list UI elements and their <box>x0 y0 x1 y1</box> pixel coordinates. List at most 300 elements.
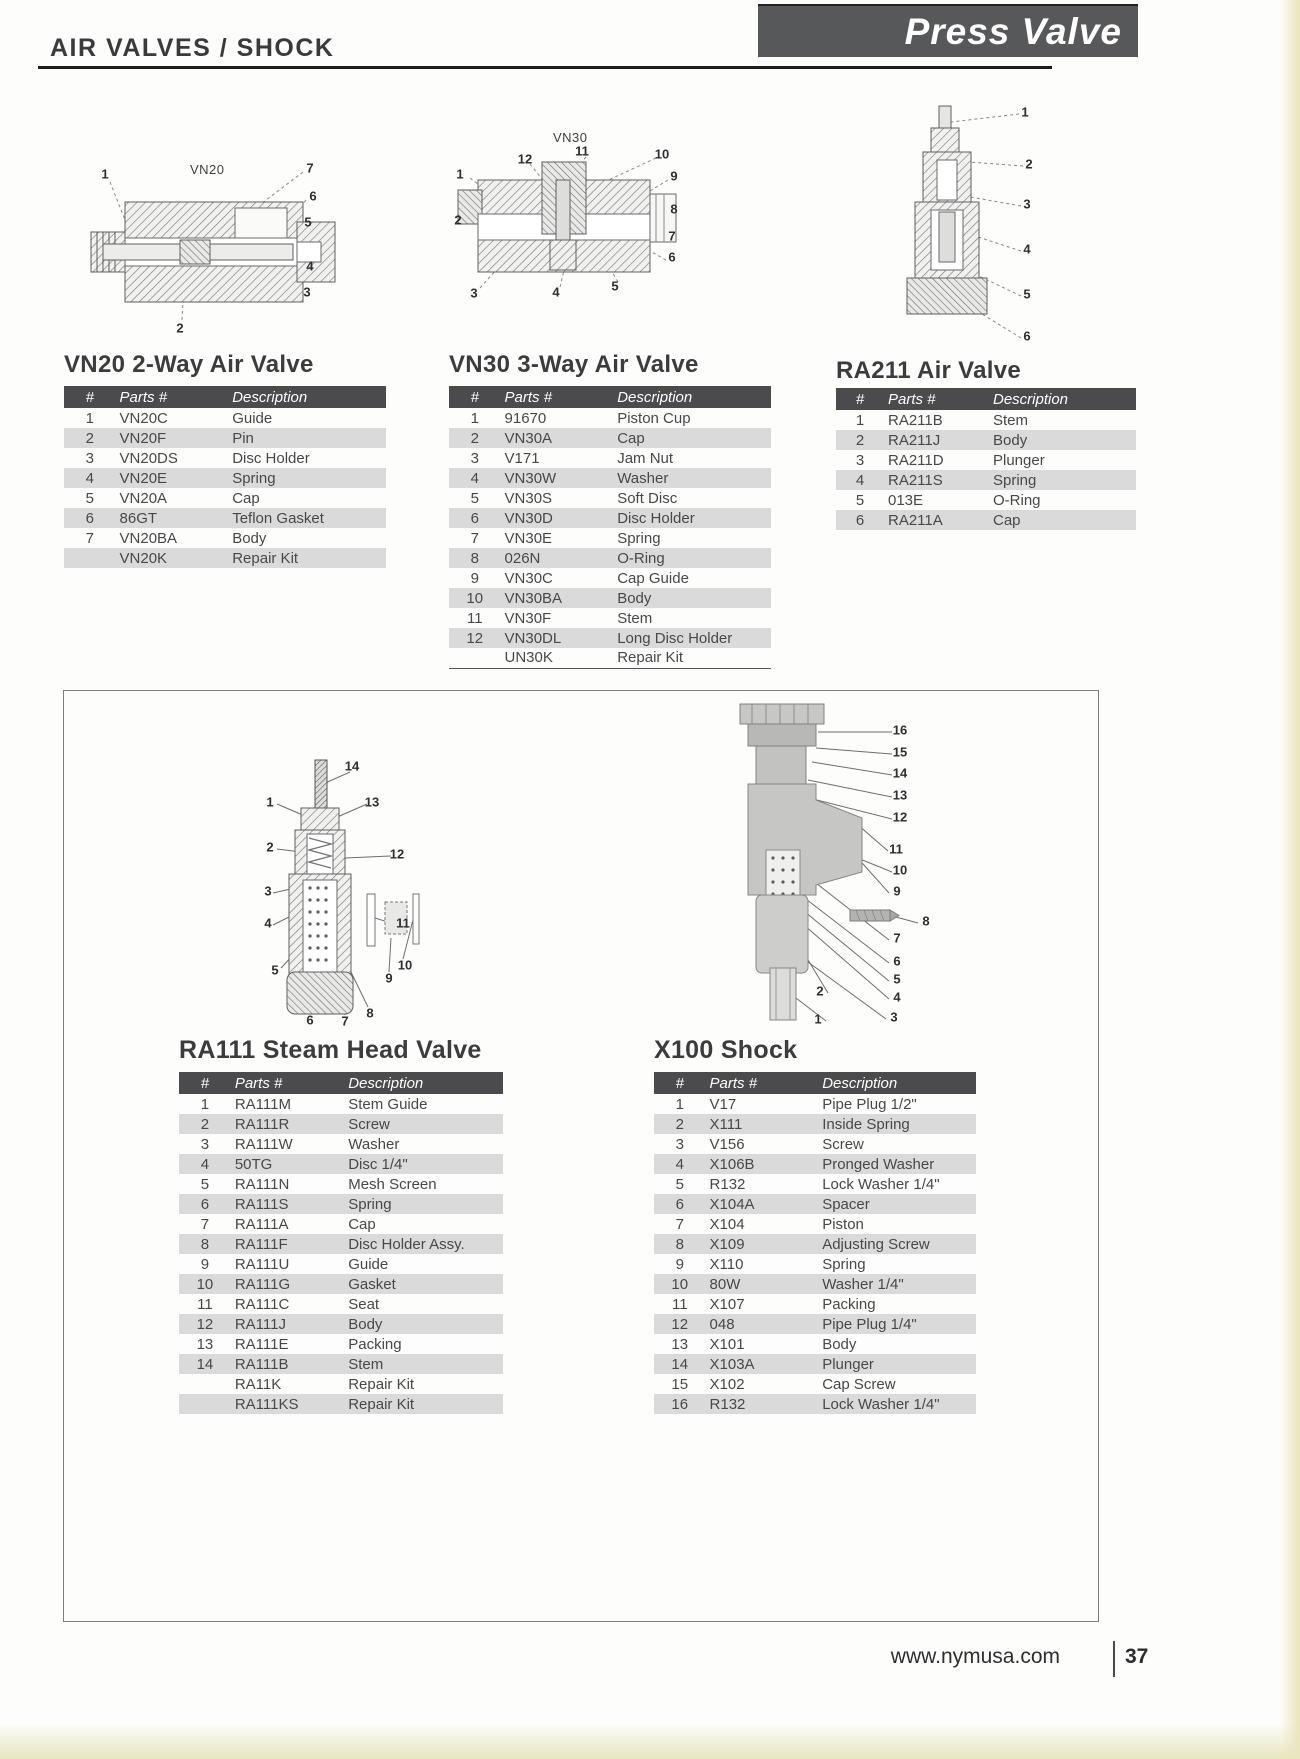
part-index-cell: 3 <box>200 1135 210 1153</box>
part-number-cell: RA111F <box>231 1234 344 1254</box>
part-number-cell: VN20BA <box>119 529 178 547</box>
table-row <box>64 428 386 448</box>
part-description-cell: Repair Kit <box>348 1375 415 1393</box>
part-number-cell: VN20DS <box>119 449 178 467</box>
part-index-cell: 3 <box>470 449 479 467</box>
part-description-cell: Repair Kit <box>344 1394 503 1414</box>
callout-number: 5 <box>1023 286 1031 302</box>
part-description-cell: Stem Guide <box>348 1095 428 1113</box>
part-index-cell: 7 <box>200 1215 210 1233</box>
part-index-cell <box>179 1374 231 1394</box>
scan-edge-bottom <box>0 1723 1300 1759</box>
vn20-drawing <box>85 152 345 347</box>
callout-number: 4 <box>893 989 901 1005</box>
part-description-cell: Disc Holder Assy. <box>344 1234 503 1254</box>
part-index-cell: 5 <box>470 489 479 507</box>
part-number-cell: VN20K <box>116 548 229 568</box>
part-number-cell: RA111W <box>234 1135 293 1153</box>
header-rule <box>38 66 1052 69</box>
part-number-cell: X103A <box>706 1354 819 1374</box>
callout-number: 9 <box>893 883 901 899</box>
part-number-cell: VN20C <box>119 409 168 427</box>
callout-number: 3 <box>264 883 272 899</box>
part-index-cell: 13 <box>671 1335 689 1353</box>
part-number-cell: RA111N <box>234 1175 290 1193</box>
part-number-cell: 013E <box>888 491 924 509</box>
ra111-drawing <box>255 752 430 1047</box>
table-row <box>179 1194 503 1214</box>
table-row <box>449 588 771 608</box>
table-row <box>654 1174 976 1194</box>
callout-number: 12 <box>892 809 908 825</box>
column-header: Description <box>344 1072 503 1094</box>
table-row <box>836 410 1136 430</box>
part-number-cell: RA11K <box>234 1375 282 1393</box>
table-row <box>449 648 771 668</box>
column-header: Description <box>818 1072 976 1094</box>
x100-diagram <box>700 700 945 1038</box>
part-index-cell: 1 <box>675 1095 684 1113</box>
callout-number: 16 <box>892 722 908 738</box>
part-number-cell: VN30E <box>504 529 553 547</box>
parts-table-vn30 <box>449 386 771 669</box>
callout-number: 12 <box>389 846 405 862</box>
callout-number: 10 <box>397 957 413 973</box>
part-index-cell: 1 <box>855 411 865 429</box>
vn20-parts-table <box>64 386 386 568</box>
part-description-cell: Spring <box>344 1194 503 1214</box>
part-description-cell: O-Ring <box>613 548 771 568</box>
part-number-cell: 50TG <box>231 1154 344 1174</box>
part-number-cell: VN30F <box>504 609 552 627</box>
table-header-row <box>64 386 386 408</box>
table-row <box>64 488 386 508</box>
column-header: # <box>836 388 884 410</box>
part-description-cell: Spring <box>617 529 661 547</box>
part-description-cell: Plunger <box>818 1354 976 1374</box>
table-row <box>654 1094 976 1114</box>
part-index-cell: 15 <box>671 1375 689 1393</box>
column-header: Parts # <box>501 386 614 408</box>
part-index-cell: 9 <box>200 1255 210 1273</box>
page-number: 37 <box>1125 1645 1149 1668</box>
table-row <box>836 490 1136 510</box>
part-index-cell: 5 <box>675 1175 684 1193</box>
part-number-cell: RA111U <box>234 1255 290 1273</box>
part-index-cell: 2 <box>836 430 884 450</box>
part-number-cell: RA211A <box>884 510 989 530</box>
callout-number: 1 <box>456 166 464 182</box>
callout-number: 1 <box>1021 104 1029 120</box>
table-row <box>179 1174 503 1194</box>
part-index-cell <box>64 548 116 568</box>
callout-number: 3 <box>1023 196 1031 212</box>
callout-number: 10 <box>892 862 908 878</box>
part-index-cell: 2 <box>179 1114 231 1134</box>
table-row <box>654 1214 976 1234</box>
part-index-cell: 1 <box>200 1095 210 1113</box>
part-description-cell: Body <box>613 588 771 608</box>
vn30-table-title: VN30 3-Way Air Valve <box>449 351 699 378</box>
part-description-cell: Pin <box>228 428 386 448</box>
banner-label: Press Valve <box>904 10 1122 52</box>
column-header: # <box>654 1072 706 1094</box>
vn30-diagram-label: VN30 <box>553 130 588 145</box>
table-row <box>179 1234 503 1254</box>
part-description-cell: Spring <box>989 470 1136 490</box>
part-number-cell: RA111S <box>231 1194 344 1214</box>
column-header: Parts # <box>706 1072 819 1094</box>
part-description-cell: Cap Guide <box>617 569 689 587</box>
callout-number: 12 <box>517 151 533 167</box>
part-number-cell: X104 <box>709 1215 745 1233</box>
part-description-cell: Spring <box>228 468 386 488</box>
x100-parts-table <box>654 1072 976 1414</box>
part-index-cell: 11 <box>671 1295 688 1313</box>
part-index-cell: 3 <box>85 449 94 467</box>
callout-number: 6 <box>1023 328 1031 344</box>
callout-number: 7 <box>893 930 901 946</box>
callout-number: 15 <box>892 744 908 760</box>
ra211-drawing <box>895 100 1045 358</box>
part-index-cell: 8 <box>179 1234 231 1254</box>
part-description-cell: Screw <box>822 1135 864 1153</box>
vn30-parts-table <box>449 386 771 669</box>
callout-number: 2 <box>454 212 462 228</box>
callout-number: 5 <box>271 962 279 978</box>
part-number-cell: RA111M <box>234 1095 291 1113</box>
part-description-cell: Cap <box>989 510 1136 530</box>
parts-table-x100 <box>654 1072 976 1414</box>
callout-number: 1 <box>101 166 109 182</box>
part-description-cell: Cap <box>613 428 771 448</box>
part-index-cell: 7 <box>675 1215 684 1233</box>
part-number-cell: VN30C <box>504 569 553 587</box>
callout-number: 13 <box>892 787 908 803</box>
part-index-cell: 1 <box>85 409 94 427</box>
part-number-cell: 91670 <box>504 409 547 427</box>
part-number-cell: X109 <box>706 1234 819 1254</box>
part-description-cell: Repair Kit <box>613 648 771 668</box>
part-description-cell: Lock Washer 1/4" <box>822 1175 940 1193</box>
vn20-diagram <box>85 152 345 347</box>
part-index-cell: 14 <box>179 1354 231 1374</box>
table-row <box>179 1114 503 1134</box>
callout-number: 6 <box>668 249 676 265</box>
column-header: # <box>64 386 116 408</box>
part-number-cell: RA211D <box>888 451 944 469</box>
table-row <box>654 1294 976 1314</box>
part-number-cell: V171 <box>504 449 540 467</box>
table-row <box>836 450 1136 470</box>
callout-number: 6 <box>306 1012 314 1028</box>
part-number-cell: V17 <box>709 1095 737 1113</box>
part-description-cell: Teflon Gasket <box>228 508 386 528</box>
ra111-parts-table <box>179 1072 503 1414</box>
column-header: # <box>449 386 501 408</box>
part-description-cell: O-Ring <box>993 491 1041 509</box>
part-description-cell: Piston Cup <box>617 409 691 427</box>
callout-number: 2 <box>176 320 184 336</box>
part-description-cell: Soft Disc <box>617 489 678 507</box>
part-description-cell: Packing <box>822 1295 876 1313</box>
part-description-cell: Spring <box>822 1255 866 1273</box>
part-number-cell: VN30A <box>501 428 614 448</box>
part-index-cell: 11 <box>466 609 483 627</box>
callout-number: 7 <box>306 160 314 176</box>
callout-number: 4 <box>264 915 272 931</box>
part-index-cell: 4 <box>449 468 501 488</box>
table-row <box>179 1294 503 1314</box>
part-description-cell: Cap <box>348 1215 376 1233</box>
table-row <box>449 628 771 648</box>
column-header: Description <box>228 386 386 408</box>
table-row <box>179 1134 503 1154</box>
part-description-cell: Body <box>989 430 1136 450</box>
part-description-cell: Guide <box>348 1255 389 1273</box>
table-row <box>449 488 771 508</box>
part-number-cell: RA211S <box>884 470 989 490</box>
part-index-cell: 3 <box>855 451 865 469</box>
part-index-cell: 6 <box>179 1194 231 1214</box>
table-row <box>449 608 771 628</box>
ra111-diagram <box>255 752 430 1047</box>
part-index-cell: 9 <box>675 1255 684 1273</box>
callout-number: 4 <box>552 284 560 300</box>
callout-number: 11 <box>889 841 903 857</box>
part-number-cell: RA111J <box>231 1314 344 1334</box>
part-number-cell: 026N <box>501 548 614 568</box>
vn30-diagram <box>450 122 700 317</box>
part-number-cell: 048 <box>706 1314 819 1334</box>
table-header-row <box>179 1072 503 1094</box>
part-number-cell: VN30D <box>501 508 614 528</box>
part-index-cell: 6 <box>449 508 501 528</box>
table-row <box>654 1334 976 1354</box>
part-index-cell <box>449 648 501 668</box>
table-row <box>449 528 771 548</box>
part-description-cell: Adjusting Screw <box>818 1234 976 1254</box>
callout-number: 4 <box>1023 241 1031 257</box>
callout-number: 3 <box>890 1009 898 1025</box>
part-number-cell: RA111E <box>234 1335 289 1353</box>
part-description-cell: Washer <box>613 468 771 488</box>
column-header: Description <box>613 386 771 408</box>
callout-number: 14 <box>344 758 360 774</box>
column-header: # <box>179 1072 231 1094</box>
callout-number: 5 <box>893 971 901 987</box>
part-number-cell: X110 <box>709 1255 744 1273</box>
part-description-cell: Cap Screw <box>822 1375 896 1393</box>
part-index-cell: 5 <box>200 1175 210 1193</box>
part-number-cell: RA211J <box>884 430 989 450</box>
callout-number: 2 <box>1025 156 1033 172</box>
part-description-cell: Long Disc Holder <box>613 628 771 648</box>
part-number-cell: X104A <box>706 1194 819 1214</box>
callout-number: 11 <box>396 915 410 931</box>
callout-number: 3 <box>303 284 311 300</box>
table-row <box>449 508 771 528</box>
table-row <box>64 508 386 528</box>
part-description-cell: Pipe Plug 1/4" <box>818 1314 976 1334</box>
part-index-cell: 5 <box>85 489 94 507</box>
callout-number: 5 <box>611 278 619 294</box>
part-number-cell: RA111B <box>231 1354 344 1374</box>
callout-number: 2 <box>266 839 274 855</box>
part-index-cell: 10 <box>179 1274 231 1294</box>
table-row <box>179 1154 503 1174</box>
table-row <box>654 1194 976 1214</box>
part-index-cell: 10 <box>449 588 501 608</box>
callout-number: 10 <box>654 146 670 162</box>
table-row <box>654 1234 976 1254</box>
ra211-parts-table <box>836 388 1136 530</box>
vn20-diagram-label: VN20 <box>190 162 225 177</box>
website-url: www.nymusa.com <box>890 1645 1060 1668</box>
part-number-cell: RA111R <box>231 1114 344 1134</box>
x100-table-title: X100 Shock <box>654 1036 798 1064</box>
table-row <box>654 1314 976 1334</box>
press-valve-banner <box>758 4 1138 57</box>
callout-number: 1 <box>266 794 274 810</box>
column-header: Description <box>989 388 1136 410</box>
table-row <box>449 468 771 488</box>
part-number-cell: VN20A <box>119 489 168 507</box>
part-index-cell: 13 <box>196 1335 214 1353</box>
part-description-cell: Pronged Washer <box>818 1154 976 1174</box>
part-number-cell: 80W <box>706 1274 819 1294</box>
part-index-cell: 5 <box>855 491 865 509</box>
part-number-cell: R132 <box>709 1175 746 1193</box>
part-index-cell: 7 <box>85 529 94 547</box>
part-number-cell: VN20E <box>116 468 229 488</box>
part-index-cell: 8 <box>654 1234 706 1254</box>
parts-table-ra211 <box>836 388 1136 530</box>
callout-number: 3 <box>470 285 478 301</box>
table-row <box>654 1394 976 1414</box>
table-row <box>654 1274 976 1294</box>
table-row <box>836 510 1136 530</box>
table-row <box>654 1354 976 1374</box>
table-row <box>654 1254 976 1274</box>
part-description-cell: Lock Washer 1/4" <box>818 1394 976 1414</box>
part-index-cell: 2 <box>64 428 116 448</box>
part-number-cell: RA111A <box>234 1215 289 1233</box>
table-row <box>64 468 386 488</box>
part-description-cell: Gasket <box>344 1274 503 1294</box>
table-row <box>179 1314 503 1334</box>
callout-number: 6 <box>893 953 901 969</box>
part-description-cell: Washer <box>348 1135 400 1153</box>
part-index-cell: 4 <box>64 468 116 488</box>
table-header-row <box>836 388 1136 410</box>
part-description-cell: Spacer <box>818 1194 976 1214</box>
table-row <box>179 1274 503 1294</box>
part-description-cell: Disc 1/4" <box>344 1154 503 1174</box>
table-row <box>179 1354 503 1374</box>
part-description-cell: Body <box>232 529 267 547</box>
part-index-cell: 8 <box>449 548 501 568</box>
table-row <box>179 1254 503 1274</box>
table-row <box>449 548 771 568</box>
part-number-cell: VN30BA <box>501 588 614 608</box>
part-number-cell: VN20F <box>116 428 229 448</box>
part-index-cell: 2 <box>449 428 501 448</box>
page-title: AIR VALVES / SHOCK <box>50 34 335 62</box>
part-description-cell: Cap <box>232 489 260 507</box>
callout-number: 8 <box>670 201 678 217</box>
part-index-cell: 14 <box>654 1354 706 1374</box>
part-index-cell: 4 <box>836 470 884 490</box>
part-number-cell: UN30K <box>501 648 614 668</box>
part-description-cell: Washer 1/4" <box>818 1274 976 1294</box>
part-description-cell: Inside Spring <box>818 1114 976 1134</box>
part-description-cell: Disc Holder <box>613 508 771 528</box>
part-description-cell: Body <box>822 1335 857 1353</box>
table-row <box>836 470 1136 490</box>
parts-table-vn20 <box>64 386 386 568</box>
part-description-cell: Stem <box>993 411 1029 429</box>
callout-number: 7 <box>341 1013 349 1029</box>
part-number-cell: X107 <box>709 1295 745 1313</box>
column-header: Parts # <box>116 386 229 408</box>
part-index-cell: 10 <box>654 1274 706 1294</box>
part-number-cell: RA211B <box>888 411 943 429</box>
part-number-cell: 86GT <box>116 508 229 528</box>
part-index-cell: 11 <box>197 1295 213 1313</box>
callout-number: 14 <box>892 765 908 781</box>
callout-number: 5 <box>304 214 312 230</box>
part-number-cell: X111 <box>706 1114 819 1134</box>
part-index-cell: 6 <box>64 508 116 528</box>
callout-number: 7 <box>668 228 676 244</box>
callout-number: 2 <box>816 983 824 999</box>
table-row <box>64 408 386 428</box>
table-row <box>179 1094 503 1114</box>
part-number-cell: VN30DL <box>501 628 614 648</box>
table-row <box>64 448 386 468</box>
table-row <box>449 448 771 468</box>
table-row <box>179 1214 503 1234</box>
part-index-cell: 7 <box>470 529 479 547</box>
ra211-diagram <box>895 100 1045 358</box>
part-description-cell: Screw <box>344 1114 503 1134</box>
callout-number: 1 <box>814 1011 822 1027</box>
parts-table-ra111 <box>179 1072 503 1414</box>
callout-number: 9 <box>385 970 393 986</box>
callout-number: 6 <box>309 188 317 204</box>
table-row <box>179 1374 503 1394</box>
callout-number: 13 <box>364 794 380 810</box>
table-row <box>836 430 1136 450</box>
part-description-cell: Stem <box>617 609 653 627</box>
part-index-cell: 6 <box>654 1194 706 1214</box>
part-index-cell: 3 <box>675 1135 684 1153</box>
part-description-cell: Jam Nut <box>617 449 674 467</box>
table-row <box>654 1374 976 1394</box>
table-row <box>654 1114 976 1134</box>
vn20-table-title: VN20 2-Way Air Valve <box>64 351 314 378</box>
table-row <box>179 1394 503 1414</box>
part-number-cell: V156 <box>709 1135 745 1153</box>
part-description-cell: Disc Holder <box>232 449 310 467</box>
part-description-cell: Stem <box>344 1354 503 1374</box>
footer-divider <box>1113 1641 1115 1677</box>
part-description-cell: Plunger <box>993 451 1045 469</box>
callout-number: 4 <box>306 258 314 274</box>
part-index-cell: 12 <box>654 1314 706 1334</box>
part-description-cell: Pipe Plug 1/2" <box>822 1095 917 1113</box>
